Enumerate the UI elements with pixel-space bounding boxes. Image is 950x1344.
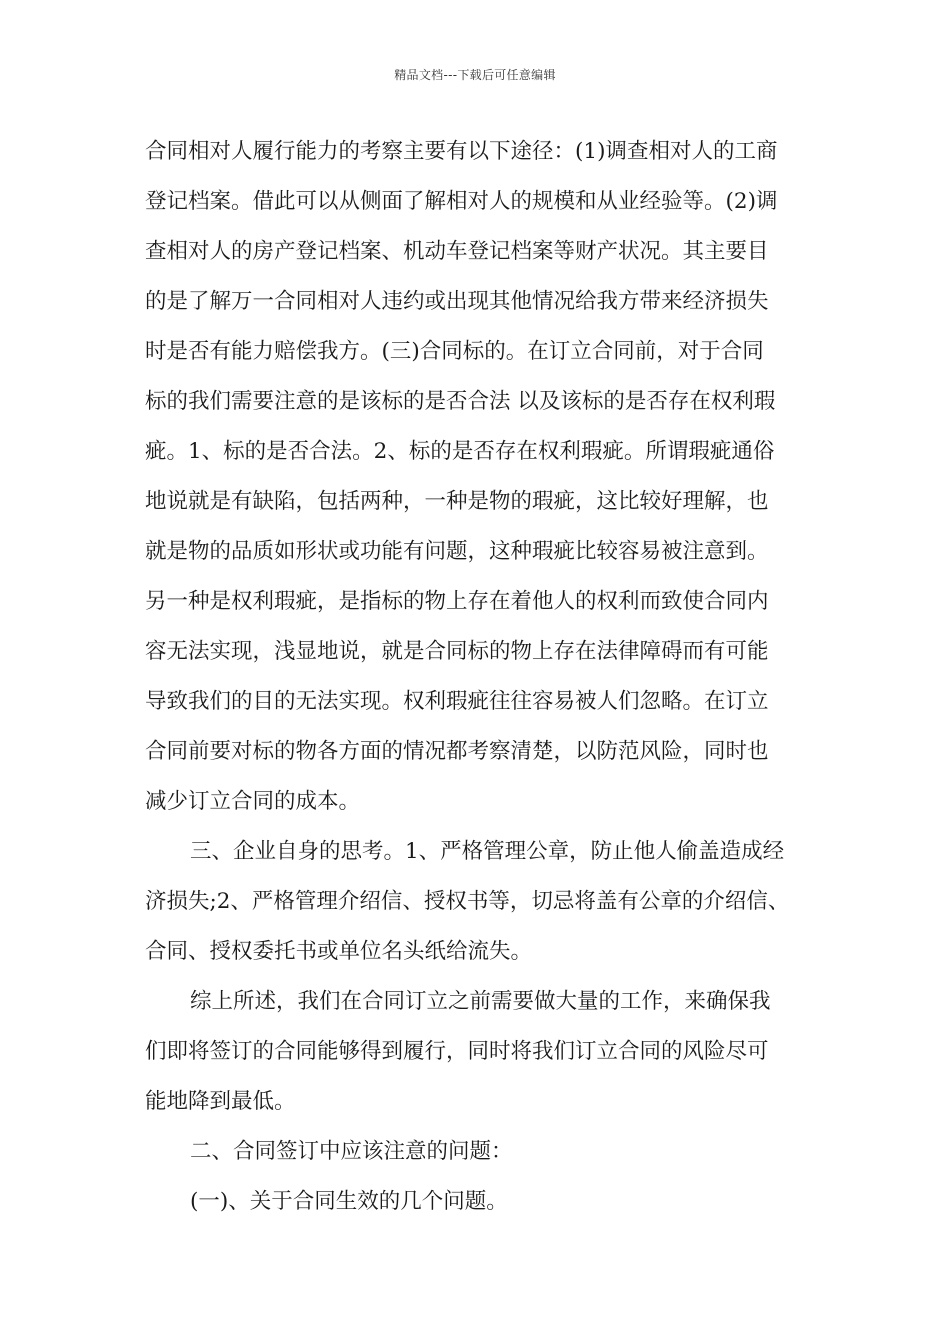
body-line: 合同、授权委托书或单位名头纸给流失。 xyxy=(145,939,533,964)
body-line: 合同相对人履行能力的考察主要有以下途径：(1)调查相对人的工商 xyxy=(145,139,778,164)
body-line: 能地降到最低。 xyxy=(145,1089,296,1114)
body-line: 导致我们的目的无法实现。权利瑕疵往往容易被人们忽略。在订立 xyxy=(145,689,769,714)
body-line: 减少订立合同的成本。 xyxy=(145,789,361,814)
section-heading: 二、合同签订中应该注意的问题： xyxy=(190,1139,513,1164)
body-line: 标的我们需要注意的是该标的是否合法 以及该标的是否存在权利瑕 xyxy=(145,389,776,414)
body-line: 的是了解万一合同相对人违约或出现其他情况给我方带来经济损失 xyxy=(145,289,769,314)
body-line: 容无法实现，浅显地说，就是合同标的物上存在法律障碍而有可能 xyxy=(145,639,769,664)
body-line: 济损失;2、严格管理介绍信、授权书等，切忌将盖有公章的介绍信、 xyxy=(145,889,790,914)
body-line: 们即将签订的合同能够得到履行，同时将我们订立合同的风险尽可 xyxy=(145,1039,769,1064)
body-line: 疵。1、标的是否合法。2、标的是否存在权利瑕疵。所谓瑕疵通俗 xyxy=(145,439,775,464)
paragraph-start-line: 三、企业自身的思考。1、严格管理公章，防止他人偷盖造成经 xyxy=(190,839,785,864)
body-line: 另一种是权利瑕疵，是指标的物上存在着他人的权利而致使合同内 xyxy=(145,589,769,614)
body-line: 时是否有能力赔偿我方。(三)合同标的。在订立合同前，对于合同 xyxy=(145,339,764,364)
body-line: 合同前要对标的物各方面的情况都考察清楚，以防范风险，同时也 xyxy=(145,739,769,764)
body-line: 地说就是有缺陷，包括两种，一种是物的瑕疵，这比较好理解，也 xyxy=(145,489,769,514)
body-line: 就是物的品质如形状或功能有问题，这种瑕疵比较容易被注意到。 xyxy=(145,539,769,564)
subsection-heading: (一)、关于合同生效的几个问题。 xyxy=(190,1189,508,1214)
body-line: 登记档案。借此可以从侧面了解相对人的规模和从业经验等。(2)调 xyxy=(145,189,778,214)
page-header: 精品文档---下载后可任意编辑 xyxy=(394,68,556,82)
paragraph-start-line: 综上所述，我们在合同订立之前需要做大量的工作，来确保我 xyxy=(190,989,771,1014)
body-line: 查相对人的房产登记档案、机动车登记档案等财产状况。其主要目 xyxy=(145,239,769,264)
